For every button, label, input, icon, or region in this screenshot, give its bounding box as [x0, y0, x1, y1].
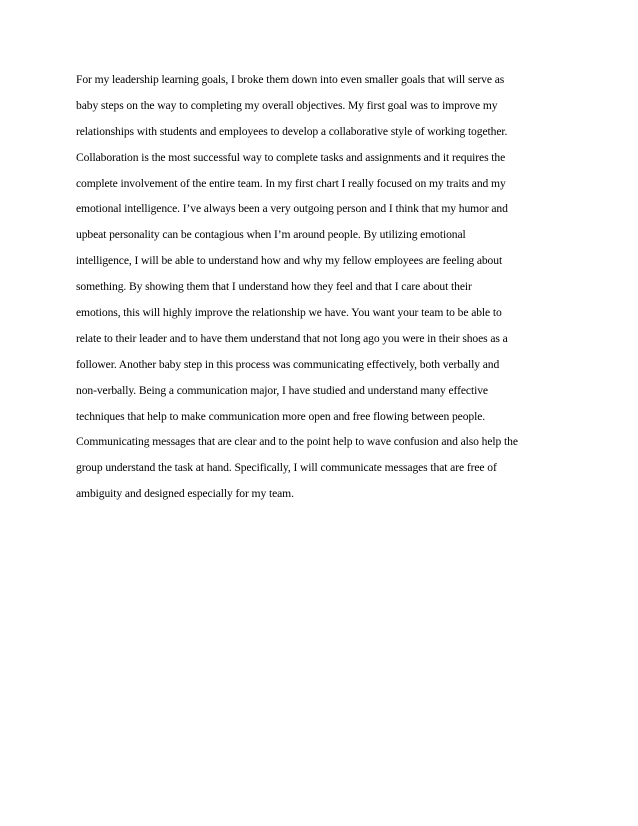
- paragraph-line: baby steps on the way to completing my overall objectives. My first goal was to improve my: [76, 98, 498, 112]
- paragraph-line: techniques that help to make communication more open and free flowing between people.: [76, 409, 486, 423]
- paragraph-line: relationships with students and employees to develop a collaborative style of working together.: [76, 124, 508, 138]
- paragraph-line: non-verbally. Being a communication major, I have studied and understand many effective: [76, 383, 488, 397]
- body-paragraph: [76, 67, 576, 507]
- paragraph-line: upbeat personality can be contagious when I’m around people. By utilizing emotional: [76, 228, 466, 242]
- paragraph-line: emotional intelligence. I’ve always been a very outgoing person and I think that my humor and: [76, 202, 508, 216]
- paragraph-line: For my leadership learning goals, I broke them down into even smaller goals that will serve as: [76, 73, 505, 86]
- paragraph-line: Communicating messages that are clear and to the point help to wave confusion and also help the: [76, 435, 518, 449]
- paragraph-line: relate to their leader and to have them understand that not long ago you were in their shoes as a: [76, 331, 508, 345]
- paragraph-line: follower. Another baby step in this process was communicating effectively, both verbally and: [76, 357, 500, 371]
- paragraph-line: group understand the task at hand. Specifically, I will communicate messages that are free of: [76, 461, 497, 475]
- paragraph-line: Collaboration is the most successful way to complete tasks and assignments and it requires the: [76, 150, 506, 164]
- paragraph-line: emotions, this will highly improve the relationship we have. You want your team to be able to: [76, 306, 502, 320]
- paragraph-line: ambiguity and designed especially for my team.: [76, 487, 294, 501]
- paragraph-line: intelligence, I will be able to understand how and why my fellow employees are feeling about: [76, 254, 503, 268]
- paragraph-line: something. By showing them that I understand how they feel and that I care about their: [76, 280, 472, 294]
- paragraph-line: complete involvement of the entire team. In my first chart I really focused on my traits and my: [76, 176, 506, 190]
